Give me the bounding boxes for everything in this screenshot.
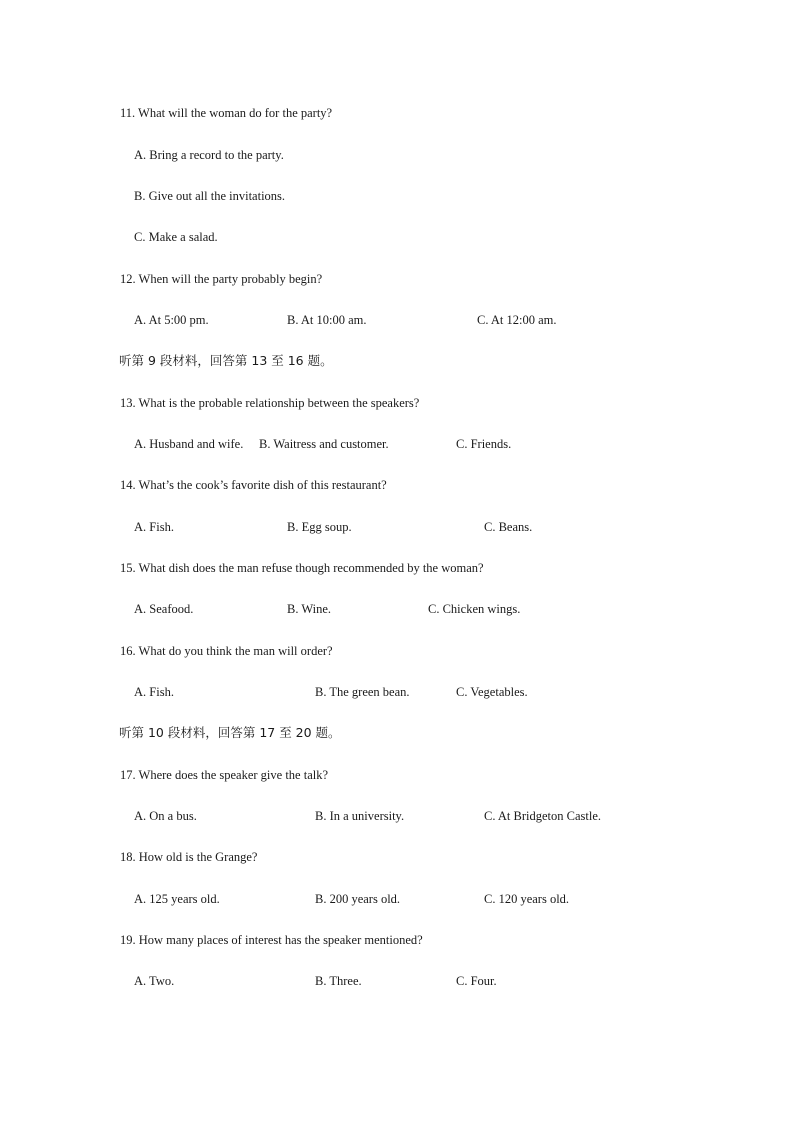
q11-option-a: A. Bring a record to the party. (134, 148, 284, 162)
q11-option-b: B. Give out all the invitations. (134, 189, 286, 203)
q18-option-a: A. 125 years old. (134, 892, 220, 906)
question-12: 12. When will the party probably begin? (120, 272, 323, 286)
section-10-heading: 听第 10 段材料，回答第 17 至 20 题。 (119, 725, 341, 740)
q13-option-c: C. Friends. (456, 437, 512, 451)
q11-option-c: C. Make a salad. (134, 230, 218, 244)
q12-option-a: A. At 5:00 pm. (134, 313, 209, 327)
q15-option-c: C. Chicken wings. (428, 602, 521, 616)
q16-option-c: C. Vegetables. (456, 685, 528, 699)
question-16: 16. What do you think the man will order? (120, 644, 333, 658)
q12-option-c: C. At 12:00 am. (477, 313, 557, 327)
question-11: 11. What will the woman do for the party? (120, 106, 333, 120)
question-19: 19. How many places of interest has the speaker mentioned? (120, 933, 423, 947)
question-14: 14. What’s the cook’s favorite dish of this restaurant? (120, 478, 387, 492)
q16-option-a: A. Fish. (134, 685, 174, 699)
q13-option-a: A. Husband and wife. (134, 437, 244, 451)
question-13: 13. What is the probable relationship between the speakers? (120, 396, 420, 410)
q17-option-c: C. At Bridgeton Castle. (484, 809, 602, 823)
q13-option-b: B. Waitress and customer. (259, 437, 389, 451)
q19-option-b: B. Three. (315, 974, 362, 988)
q15-option-b: B. Wine. (287, 602, 332, 616)
q18-option-c: C. 120 years old. (484, 892, 570, 906)
q12-option-b: B. At 10:00 am. (287, 313, 367, 327)
q14-option-c: C. Beans. (484, 520, 533, 534)
q17-option-a: A. On a bus. (134, 809, 197, 823)
q18-option-b: B. 200 years old. (315, 892, 401, 906)
question-15: 15. What dish does the man refuse though recommended by the woman? (120, 561, 484, 575)
q16-option-b: B. The green bean. (315, 685, 410, 699)
section-9-heading: 听第 9 段材料，回答第 13 至 16 题。 (119, 353, 333, 368)
q14-option-b: B. Egg soup. (287, 520, 352, 534)
q15-option-a: A. Seafood. (134, 602, 194, 616)
q14-option-a: A. Fish. (134, 520, 174, 534)
q19-option-a: A. Two. (134, 974, 175, 988)
q17-option-b: B. In a university. (315, 809, 405, 823)
question-18: 18. How old is the Grange? (120, 850, 258, 864)
q19-option-c: C. Four. (456, 974, 497, 988)
question-17: 17. Where does the speaker give the talk? (120, 768, 329, 782)
